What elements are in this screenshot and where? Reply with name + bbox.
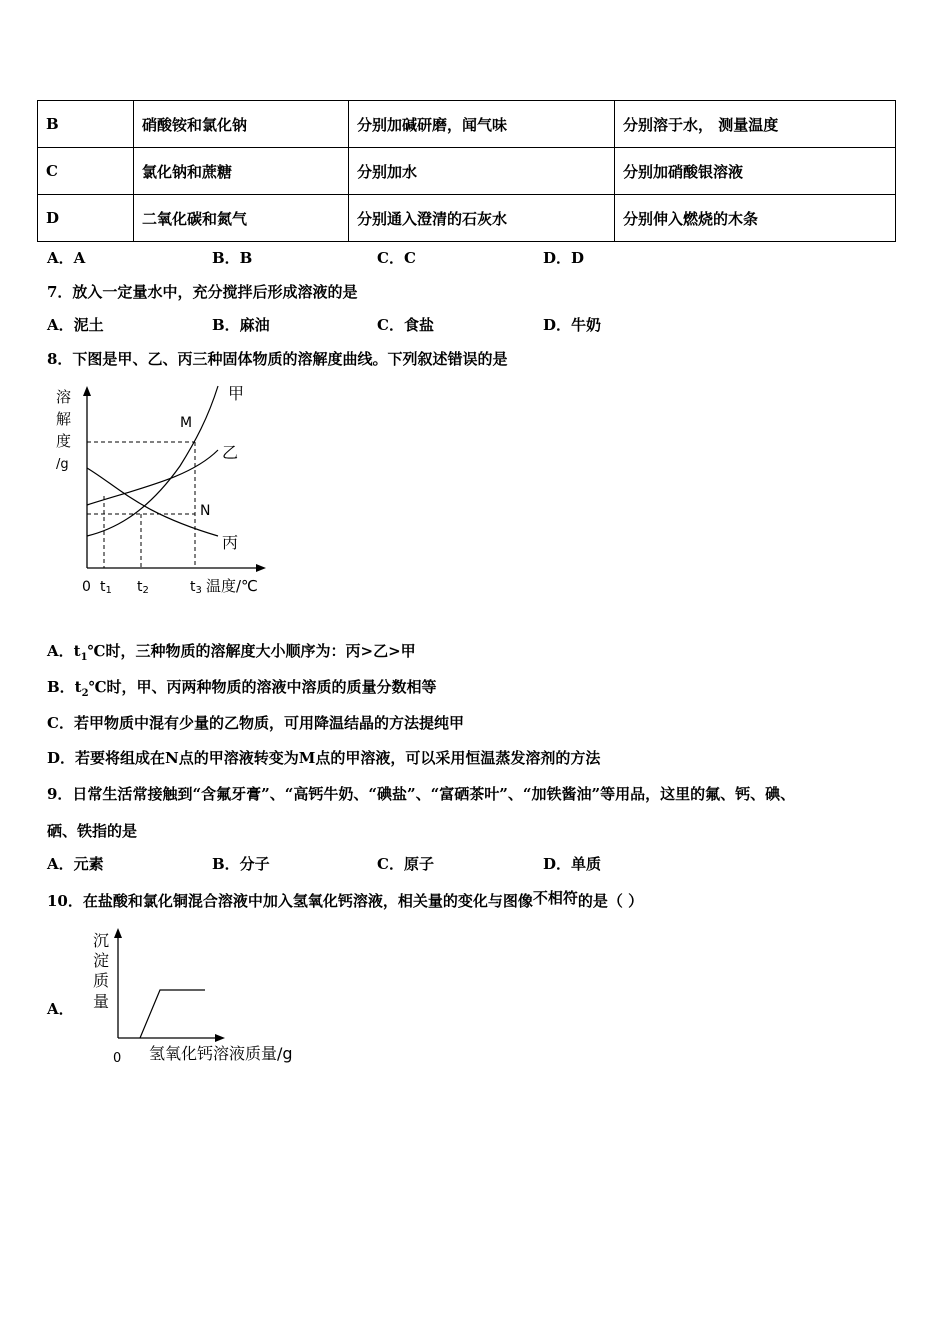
q10-stem-pre: 10．在盐酸和氯化铜混合溶液中加入氢氧化钙溶液，相关量的变化与图像 (47, 892, 533, 910)
table-row (38, 148, 896, 195)
x-tick-t1-sub: 1 (105, 585, 112, 596)
q7-stem: 7．放入一定量水中，充分搅拌后形成溶液的是 (47, 283, 358, 301)
row-label: B (38, 101, 134, 148)
curve-yi (87, 450, 218, 505)
row-method-1: 分别加碱研磨，闻气味 (349, 101, 615, 148)
q6-option-b: B．B (212, 249, 253, 267)
row-item: 氯化钠和蔗糖 (134, 148, 349, 195)
x-tick-t3-sub: 3 (195, 585, 202, 596)
q8-option-d: D．若要将组成在N点的甲溶液转变为M点的甲溶液，可以采用恒温蒸发溶剂的方法 (47, 749, 601, 767)
x-axis-label: 温度/℃ (206, 577, 258, 595)
row-method-1: 分别加水 (349, 148, 615, 195)
q8-option-b-pre: B．t (47, 678, 82, 696)
row-method-2: 分别加硝酸银溶液 (615, 148, 896, 195)
q9-option-b: B．分子 (212, 855, 270, 873)
y-label-3: 度 (56, 432, 72, 450)
q10-stem (47, 887, 643, 911)
x-axis-arrow (215, 1034, 225, 1042)
q7-option-d: D．牛奶 (543, 316, 602, 334)
x-tick-t2: t2 (137, 579, 149, 596)
series-label-jia: 甲 (228, 384, 245, 403)
row-label: C (38, 148, 134, 195)
curve-bing (87, 468, 218, 536)
y-label-3: 质 (93, 971, 110, 990)
q8-option-a (47, 640, 416, 663)
q9-stem-line1: 9．日常生活常接触到“含氟牙膏”、“高钙牛奶、“碘盐”、“富硒茶叶”、“加铁酱油”等用品，这里的氟、钙、碘、 (47, 785, 796, 803)
series-label-bing: 丙 (222, 533, 239, 552)
y-axis-arrow (114, 928, 122, 938)
q6-option-a: A．A (47, 249, 86, 267)
q9-option-d: D．单质 (543, 855, 602, 873)
q9-stem-line2: 硒、铁指的是 (47, 822, 138, 840)
q6-option-c: C．C (377, 249, 416, 267)
q7-option-a: A．泥土 (47, 316, 104, 334)
row-method-2: 分别伸入燃烧的木条 (615, 195, 896, 242)
q8-option-c: C．若甲物质中混有少量的乙物质，可用降温结晶的方法提纯甲 (47, 714, 464, 732)
q9-option-c: C．原子 (377, 855, 434, 873)
q8-option-b-post: ℃时，甲、丙两种物质的溶液中溶质的质量分数相等 (88, 678, 437, 696)
x-tick-t3: t3 (190, 579, 202, 596)
precipitate-line (140, 990, 205, 1038)
table-row (38, 195, 896, 242)
origin-label: 0 (113, 1051, 122, 1066)
y-axis-arrow (83, 386, 91, 396)
x-tick-t2-sub: 2 (142, 585, 149, 596)
q8-option-b-sub: 2 (81, 688, 89, 699)
q8-option-a-post: ℃时，三种物质的溶解度大小顺序为：丙>乙>甲 (87, 642, 416, 660)
q10-stem-post: 的是（ ） (577, 892, 644, 910)
q8-option-a-pre: A．t (47, 642, 81, 660)
y-label-4: 量 (93, 992, 110, 1011)
row-item: 硝酸铵和氯化钠 (134, 101, 349, 148)
x-axis-label: 氢氧化钙溶液质量/g (149, 1044, 293, 1063)
row-method-1: 分别通入澄清的石灰水 (349, 195, 615, 242)
y-label-2: 解 (56, 410, 72, 428)
q10-stem-emph: 不相符 (532, 889, 578, 907)
comparison-table (37, 100, 896, 242)
solubility-chart (40, 378, 280, 603)
q9-option-a: A．元素 (47, 855, 104, 873)
series-label-yi: 乙 (222, 443, 239, 462)
x-tick-t1: t1 (100, 579, 112, 596)
y-label-2: 淀 (93, 951, 110, 970)
y-label-4: /g (56, 457, 69, 472)
q7-option-c: C．食盐 (377, 316, 434, 334)
q8-option-b (47, 676, 437, 699)
x-axis-arrow (256, 564, 266, 572)
y-label-1: 溶 (56, 388, 72, 406)
q8-stem: 8．下图是甲、乙、丙三种固体物质的溶解度曲线。下列叙述错误的是 (47, 350, 508, 368)
q6-option-d: D．D (543, 249, 585, 267)
row-item: 二氧化碳和氮气 (134, 195, 349, 242)
precipitate-chart (85, 922, 325, 1072)
q10-option-a-label: A． (47, 1000, 74, 1018)
x-tick-0: 0 (82, 579, 91, 595)
point-label-m: M (180, 415, 193, 431)
y-label-1: 沉 (93, 931, 110, 950)
point-label-n: N (200, 503, 211, 519)
table-row (38, 101, 896, 148)
q7-option-b: B．麻油 (212, 316, 270, 334)
q8-option-a-sub: 1 (80, 652, 88, 663)
row-label: D (38, 195, 134, 242)
row-method-2: 分别溶于水， 测量温度 (615, 101, 896, 148)
